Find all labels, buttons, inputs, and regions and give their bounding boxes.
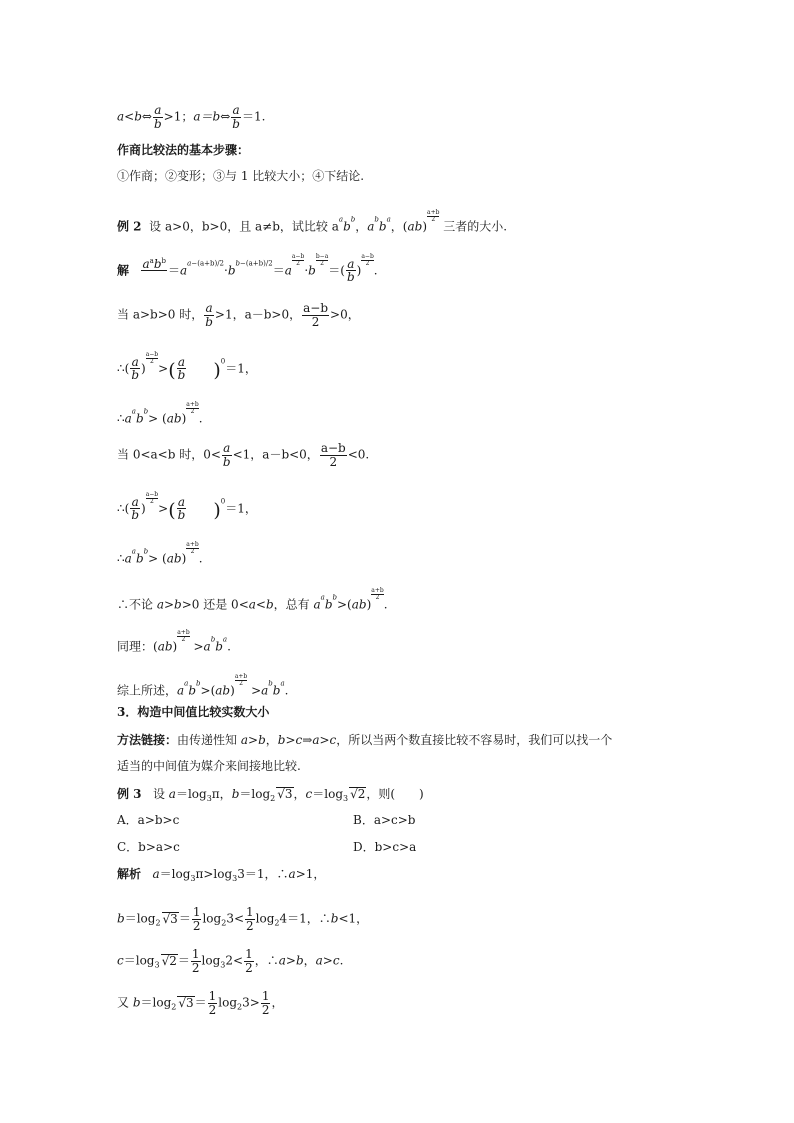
case-a-lt-b: 当 0<a<b 时，0< $\frac{a}{b}$ <1，a－b<0， $\frac{a-b}{2}$ <0. (117, 441, 370, 469)
therefore-line: ∴( $\frac{a}{b}$ ) $\frac{a-b}{2}$ >( $\frac{a}{b}$ )$^0$＝1， (117, 351, 257, 383)
case-a-gt-b: 当 a>b>0 时， $\frac{a}{b}$ >1，a－b>0， $\frac{a-b}{2}$ >0， (117, 301, 360, 329)
method-line: 方法链接：由传递性知 a>b，b>c⇒a>c，所以当两个数直接比较不容易时，我们可以找一个 (117, 733, 613, 747)
text: ＝1. (241, 109, 266, 124)
text: ，则( ) (366, 787, 424, 801)
analysis-line: 又 $b=\log_2$ √3＝ $\frac{1}{2}$ $\log_23>$ $\frac{1}{2}$ ， (117, 989, 284, 1017)
options-row (117, 840, 417, 854)
solution-label: 解 (117, 263, 130, 278)
text: 三者的大小. (443, 219, 508, 234)
therefore-line: $\therefore a^ab^b> (ab)$ $\frac{a+b}{2}$ . (117, 401, 203, 426)
options-row (117, 813, 416, 827)
example-label: 例 2 (117, 219, 142, 234)
text: >1； (163, 109, 194, 124)
text: a＝b⇔ (193, 109, 231, 124)
method-line: 适当的中间值为媒介来间接地比较. (117, 759, 301, 773)
summary-line: 综上所述，$a^ab^b>(ab)$ $\frac{a+b}{2}$ $>a^bb^a$. (117, 673, 289, 698)
text: a (117, 109, 125, 124)
fraction: $\frac{a}{b}$ (232, 103, 240, 131)
conclusion-line: ∴不论 a>b>0 还是 0<a<b，总有 $a^ab^b>(ab)$ $\frac{a+b}{2}$ . (117, 587, 388, 612)
example-label: 例 3 (117, 787, 142, 801)
text: >0， (330, 307, 360, 322)
therefore-line: $\therefore a^ab^b> (ab)$ $\frac{a+b}{2}$ . (117, 541, 203, 566)
analysis-line: $c=\log_3$ √2＝ $\frac{1}{2}$ $\log_32<$ $\frac{1}{2}$ ，∴a>b，a>c. (117, 947, 344, 975)
therefore-line: ∴( $\frac{a}{b}$ ) $\frac{a-b}{2}$ >( $\frac{a}{b}$ )$^0$＝1， (117, 491, 257, 523)
example-3: 例 3 设 $a=\log_3\pi$，$b=\log_2$ √3，$c=\log_3$ √2，则( ) (117, 787, 424, 803)
option-c: C．b>a>c (117, 840, 180, 854)
analysis-line: 解析 $a=\log_3\pi>\log_33=1$，∴a>1， (117, 867, 326, 883)
text: 设 a>0，b>0，且 a≠b，试比较 a (149, 219, 339, 234)
exponent-fraction: $\frac{a+b}{2}$ (427, 209, 440, 224)
text: >1，a－b>0， (214, 307, 302, 322)
text: ⇔ (141, 109, 152, 124)
text: < (124, 109, 135, 124)
fraction: $a^ab^b$ (142, 256, 166, 271)
similar-line: 同理：(ab) $\frac{a+b}{2}$ $>a^bb^a$. (117, 629, 231, 654)
solution-line: 解 $a^ab^b$ $=a^{a-(a+b)/2}\cdot b^{b-(a+b)/2}=a$ $\frac{a-b}{2}$ ·b $\frac{b-a}{2}$ ＝( $\frac{a}{b}$ ) $\frac{a-b}{2}$ . (117, 253, 378, 285)
text: <1，a－b<0， (232, 447, 319, 462)
section-heading: 3．构造中间值比较实数大小 (117, 705, 270, 719)
example-2: 例 2 设 a>0，b>0，且 a≠b，试比较 $a^ab^b$，$a^bb^a$，(ab) $\frac{a+b}{2}$ 三者的大小. (117, 209, 508, 234)
option-b: B．a>c>b (353, 813, 416, 827)
text: b (134, 109, 142, 124)
fraction: $\frac{a}{b}$ (153, 103, 162, 131)
steps-heading: 作商比较法的基本步骤： (117, 143, 250, 157)
text: <0. (347, 447, 370, 462)
text: 当 0<a<b 时，0< (117, 447, 221, 462)
steps-list: ①作商；②变形；③与 1 比较大小；④下结论. (117, 169, 365, 183)
analysis-line: $b=\log_2$ √3＝ $\frac{1}{2}$ $\log_23<$ $\frac{1}{2}$ $\log_24=1$，∴b<1， (117, 905, 369, 933)
quotient-rule-line (117, 104, 265, 130)
option-d: D．b>c>a (353, 840, 417, 854)
option-a: A．a>b>c (117, 813, 180, 827)
analysis-label: 解析 (117, 867, 142, 881)
text: 当 a>b>0 时， (117, 307, 204, 322)
